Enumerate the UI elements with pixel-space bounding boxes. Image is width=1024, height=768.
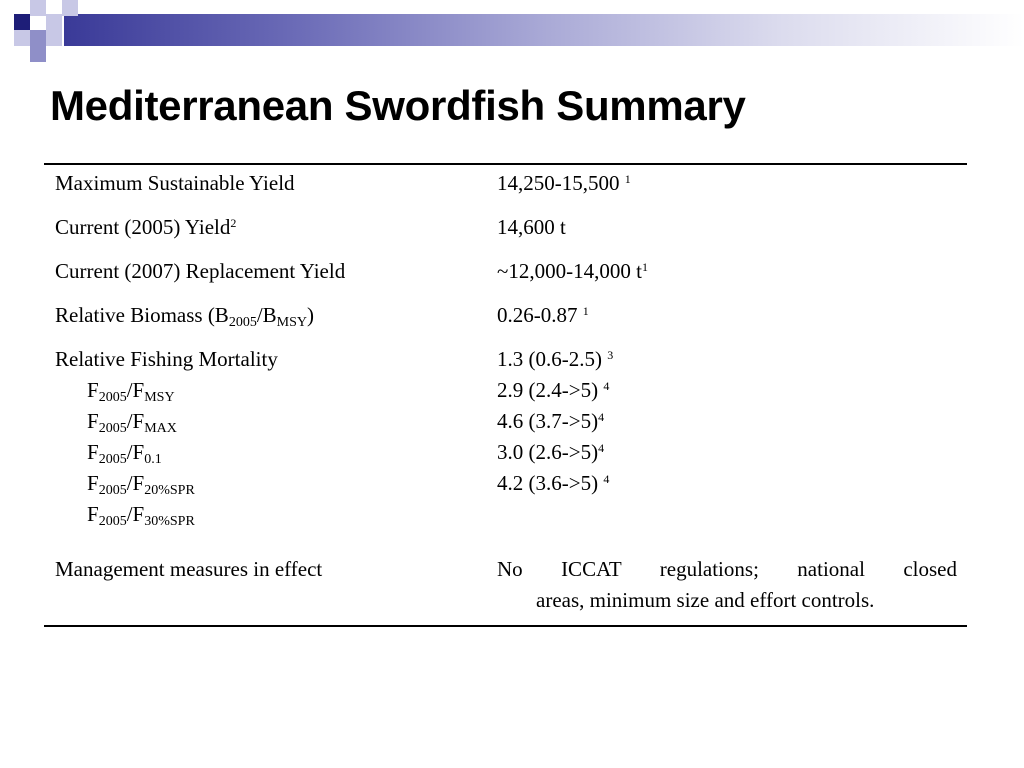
decor-square [46,14,62,30]
summary-table [55,168,957,624]
footnote-ref: 4 [598,410,605,424]
ratio-label: $F_{2005}/F_{MSY}$ [87,378,175,405]
table-row [55,554,957,624]
table-row [55,344,957,554]
decor-square [30,0,46,16]
footnote-ref: 4 [603,379,610,393]
table-row [55,168,957,212]
header-gradient-bar [64,14,1024,46]
decor-square [14,30,30,46]
ratio-value: 3.0 (2.6->5)$^4$ [497,440,605,464]
decor-square [30,30,46,46]
table-bottom-rule [44,625,967,627]
row-label: Management measures in effect [55,557,323,581]
row-value: 14,250-15,500 $^1$ [497,171,631,195]
header-band [0,0,1024,60]
decor-square [30,46,46,62]
table-top-rule [44,163,967,165]
footnote-ref: 1 [582,304,589,318]
footnote-ref: 1 [641,260,648,274]
row-value: No ICCAT regulations; national closed [497,557,957,581]
row-label: Relative Fishing Mortality [55,347,278,371]
ratio-label: $F_{2005}/F_{30\%SPR}$ [87,502,195,529]
slide-title: Mediterranean Swordfish Summary [50,82,746,129]
footnote-ref: 4 [598,441,605,455]
ratio-value: 4.6 (3.7->5)$^4$ [497,409,605,433]
row-value: ~12,000-14,000 $t^1$ [497,259,648,283]
row-value: 14,600 t [497,215,566,239]
row-label: Current (2007) Replacement Yield [55,259,346,283]
footnote-ref: 2 [230,216,237,230]
table-row [55,256,957,300]
decor-square [46,30,62,46]
footnote-ref: 4 [603,472,610,486]
table-row [55,300,957,344]
ratio-label: $F_{2005}/F_{20\%SPR}$ [87,471,195,498]
ratio-value: 2.9 (2.4->5) $^4$ [497,378,610,402]
ratio-value: 4.2 (3.6->5) $^4$ [497,471,610,495]
row-value: 0.26-0.87 $^1$ [497,303,589,327]
row-label: Current (2005) Yield$^2$ [55,215,237,239]
footnote-ref: 3 [607,348,614,362]
row-label: Relative Biomass $(B_{2005}/B_{MSY})$ [55,303,315,330]
row-label: Maximum Sustainable Yield [55,171,295,195]
ratio-label: $F_{2005}/F_{MAX}$ [87,409,177,436]
row-value-continued: areas, minimum size and effort controls. [536,588,875,612]
decor-square [14,14,30,30]
ratio-label: $F_{2005}/F_{0.1}$ [87,440,162,467]
decor-square [62,0,78,16]
table-row [55,212,957,256]
row-value: 1.3 (0.6-2.5) $^3$ [497,347,614,371]
footnote-ref: 1 [624,172,631,186]
